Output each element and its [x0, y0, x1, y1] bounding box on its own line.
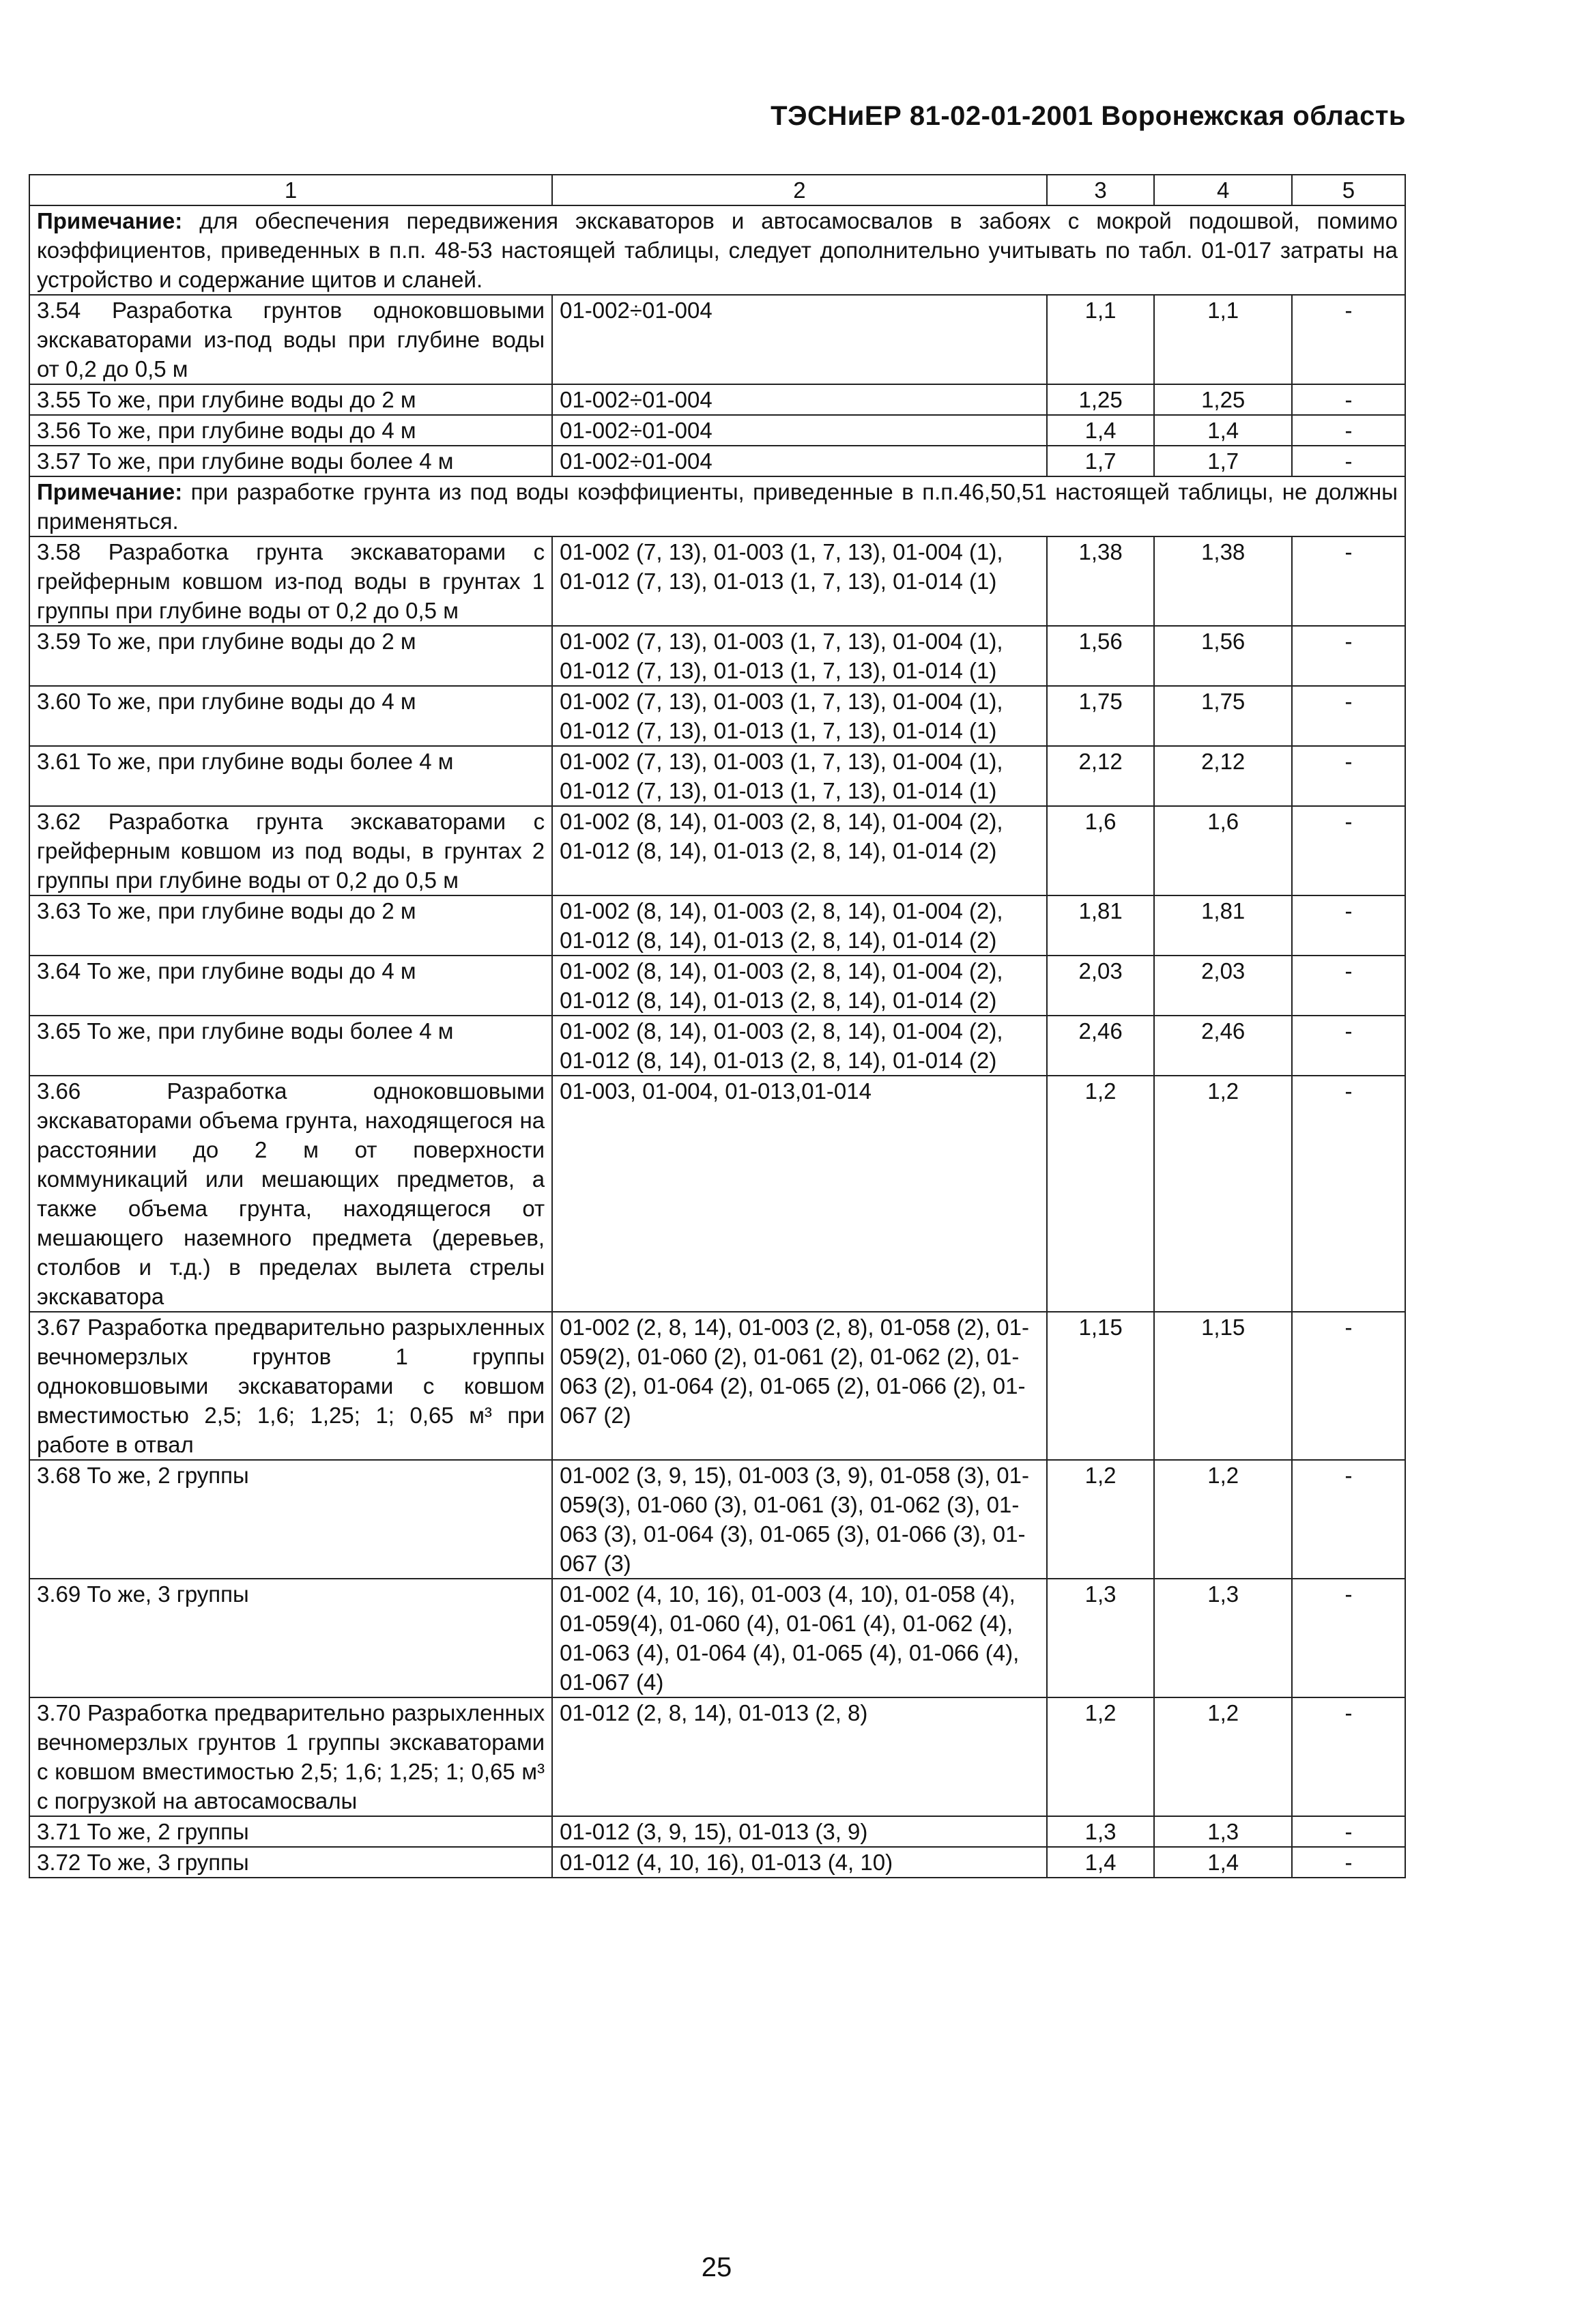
table-row: [29, 415, 1405, 446]
coefficient-col5: -: [1292, 806, 1405, 895]
table-codes: 01-002 (7, 13), 01-003 (1, 7, 13), 01-004 (1), 01-012 (7, 13), 01-013 (1, 7, 13), 01-014 (1): [552, 536, 1047, 626]
table-codes: 01-012 (3, 9, 15), 01-013 (3, 9): [552, 1816, 1047, 1847]
coefficient-col3: 1,4: [1047, 1847, 1155, 1878]
table-row: [29, 295, 1405, 384]
table-codes: 01-002 (7, 13), 01-003 (1, 7, 13), 01-004 (1), 01-012 (7, 13), 01-013 (1, 7, 13), 01-014 (1): [552, 626, 1047, 686]
item-description: 3.64 То же, при глубине воды до 4 м: [29, 956, 552, 1016]
coefficient-col5: -: [1292, 1312, 1405, 1460]
note-text: для обеспечения передвижения экскаваторов и автосамосвалов в забоях с мокрой подошвой, помимо коэффициентов, приведенных в п.п. 48-53 настоящей таблицы, следует дополнительно учитывать по табл. 01-017 затраты на устройство и содержание щитов и сланей.: [37, 208, 1398, 292]
table-codes: 01-002 (3, 9, 15), 01-003 (3, 9), 01-058 (3), 01-059(3), 01-060 (3), 01-061 (3), 01-062 (3), 01-063 (3), 01-064 (3), 01-065 (3), 01-066 (3), 01-067 (3): [552, 1460, 1047, 1579]
table-row: [29, 1579, 1405, 1697]
item-description: 3.66 Разработка одноковшовыми экскаваторами объема грунта, находящегося на расстоянии до 2 м от поверхности коммуникаций или мешающих предметов, а также объема грунта, находящегося от мешающего наземного предмета (деревьев, столбов и т.д.) в пределах вылета стрелы экскаватора: [29, 1076, 552, 1312]
coefficient-col5: -: [1292, 1579, 1405, 1697]
coefficient-col5: -: [1292, 295, 1405, 384]
coefficient-col4: 1,2: [1154, 1076, 1291, 1312]
coefficient-col4: 1,2: [1154, 1460, 1291, 1579]
item-description: 3.61 То же, при глубине воды более 4 м: [29, 746, 552, 806]
coefficient-col5: -: [1292, 686, 1405, 746]
coefficient-col4: 2,46: [1154, 1016, 1291, 1076]
coefficient-col4: 1,6: [1154, 806, 1291, 895]
coefficient-col4: 1,7: [1154, 446, 1291, 476]
coefficient-col3: 1,56: [1047, 626, 1155, 686]
item-description: 3.72 То же, 3 группы: [29, 1847, 552, 1878]
table-row: [29, 806, 1405, 895]
column-number: 1: [29, 175, 552, 205]
coefficient-col3: 1,6: [1047, 806, 1155, 895]
coefficient-col5: -: [1292, 1460, 1405, 1579]
table-codes: 01-002÷01-004: [552, 415, 1047, 446]
coefficient-col4: 1,3: [1154, 1816, 1291, 1847]
coefficient-col4: 1,1: [1154, 295, 1291, 384]
coefficient-col5: -: [1292, 536, 1405, 626]
item-description: 3.60 То же, при глубине воды до 4 м: [29, 686, 552, 746]
coefficient-col4: 1,4: [1154, 415, 1291, 446]
coefficient-col4: 1,25: [1154, 384, 1291, 415]
column-number-row: [29, 175, 1405, 205]
table-row: [29, 956, 1405, 1016]
coefficient-col3: 1,2: [1047, 1460, 1155, 1579]
coefficient-col3: 1,3: [1047, 1816, 1155, 1847]
table-codes: 01-002 (8, 14), 01-003 (2, 8, 14), 01-004 (2), 01-012 (8, 14), 01-013 (2, 8, 14), 01-014 (2): [552, 1016, 1047, 1076]
column-number: 5: [1292, 175, 1405, 205]
note-row: [29, 476, 1405, 536]
coefficient-col3: 2,12: [1047, 746, 1155, 806]
coefficient-col3: 1,75: [1047, 686, 1155, 746]
coefficient-col3: 1,1: [1047, 295, 1155, 384]
coefficient-col5: -: [1292, 1076, 1405, 1312]
item-description: 3.67 Разработка предварительно разрыхленных вечномерзлых грунтов 1 группы одноковшовыми экскаваторами с ковшом вместимостью 2,5; 1,6; 1,25; 1; 0,65 м³ при работе в отвал: [29, 1312, 552, 1460]
table-row: [29, 1460, 1405, 1579]
coefficient-col4: 1,3: [1154, 1579, 1291, 1697]
note-row: [29, 205, 1405, 295]
coefficient-col3: 1,7: [1047, 446, 1155, 476]
coefficient-col4: 1,75: [1154, 686, 1291, 746]
column-number: 4: [1154, 175, 1291, 205]
table-row: [29, 1076, 1405, 1312]
coefficient-col3: 1,3: [1047, 1579, 1155, 1697]
coefficient-col3: 1,2: [1047, 1697, 1155, 1816]
coefficient-col5: -: [1292, 746, 1405, 806]
item-description: 3.65 То же, при глубине воды более 4 м: [29, 1016, 552, 1076]
item-description: 3.58 Разработка грунта экскаваторами с грейферным ковшом из-под воды в грунтах 1 группы при глубине воды от 0,2 до 0,5 м: [29, 536, 552, 626]
table-codes: 01-002 (8, 14), 01-003 (2, 8, 14), 01-004 (2), 01-012 (8, 14), 01-013 (2, 8, 14), 01-014 (2): [552, 956, 1047, 1016]
item-description: 3.59 То же, при глубине воды до 2 м: [29, 626, 552, 686]
item-description: 3.63 То же, при глубине воды до 2 м: [29, 895, 552, 956]
coefficient-col3: 1,15: [1047, 1312, 1155, 1460]
table-codes: 01-002 (8, 14), 01-003 (2, 8, 14), 01-004 (2), 01-012 (8, 14), 01-013 (2, 8, 14), 01-014 (2): [552, 806, 1047, 895]
table-row: [29, 384, 1405, 415]
table-codes: 01-002 (8, 14), 01-003 (2, 8, 14), 01-004 (2), 01-012 (8, 14), 01-013 (2, 8, 14), 01-014 (2): [552, 895, 1047, 956]
table-codes: 01-002 (7, 13), 01-003 (1, 7, 13), 01-004 (1), 01-012 (7, 13), 01-013 (1, 7, 13), 01-014 (1): [552, 746, 1047, 806]
coefficient-col4: 1,81: [1154, 895, 1291, 956]
item-description: 3.54 Разработка грунтов одноковшовыми экскаваторами из-под воды при глубине воды от 0,2 до 0,5 м: [29, 295, 552, 384]
table-codes: 01-002 (4, 10, 16), 01-003 (4, 10), 01-058 (4), 01-059(4), 01-060 (4), 01-061 (4), 01-062 (4), 01-063 (4), 01-064 (4), 01-065 (4), 01-066 (4), 01-067 (4): [552, 1579, 1047, 1697]
item-description: 3.56 То же, при глубине воды до 4 м: [29, 415, 552, 446]
table-row: [29, 1312, 1405, 1460]
table-row: [29, 1016, 1405, 1076]
coefficient-col3: 1,2: [1047, 1076, 1155, 1312]
coefficient-col4: 2,03: [1154, 956, 1291, 1016]
table-row: [29, 895, 1405, 956]
coefficient-col5: -: [1292, 1697, 1405, 1816]
table-codes: 01-002 (7, 13), 01-003 (1, 7, 13), 01-004 (1), 01-012 (7, 13), 01-013 (1, 7, 13), 01-014 (1): [552, 686, 1047, 746]
coefficient-col3: 1,81: [1047, 895, 1155, 956]
coefficient-col4: 1,38: [1154, 536, 1291, 626]
table-row: [29, 1847, 1405, 1878]
table-codes: 01-002÷01-004: [552, 295, 1047, 384]
coefficient-col5: -: [1292, 384, 1405, 415]
coefficient-col3: 2,03: [1047, 956, 1155, 1016]
document-header: ТЭСНиЕР 81-02-01-2001 Воронежская область: [771, 101, 1406, 131]
table-codes: 01-003, 01-004, 01-013,01-014: [552, 1076, 1047, 1312]
page-number: 25: [701, 2252, 732, 2282]
coefficient-col4: 2,12: [1154, 746, 1291, 806]
item-description: 3.57 То же, при глубине воды более 4 м: [29, 446, 552, 476]
coefficient-col5: -: [1292, 1847, 1405, 1878]
coefficient-col3: 2,46: [1047, 1016, 1155, 1076]
item-description: 3.62 Разработка грунта экскаваторами с грейферным ковшом из под воды, в грунтах 2 группы при глубине воды от 0,2 до 0,5 м: [29, 806, 552, 895]
coefficient-col5: -: [1292, 956, 1405, 1016]
table-codes: 01-002÷01-004: [552, 384, 1047, 415]
coefficient-col3: 1,38: [1047, 536, 1155, 626]
coefficient-col4: 1,15: [1154, 1312, 1291, 1460]
coefficient-col5: -: [1292, 415, 1405, 446]
note-label: Примечание:: [37, 208, 183, 233]
table-row: [29, 746, 1405, 806]
table-codes: 01-012 (4, 10, 16), 01-013 (4, 10): [552, 1847, 1047, 1878]
table-row: [29, 1816, 1405, 1847]
table-codes: 01-002 (2, 8, 14), 01-003 (2, 8), 01-058 (2), 01-059(2), 01-060 (2), 01-061 (2), 01-062 (2), 01-063 (2), 01-064 (2), 01-065 (2), 01-066 (2), 01-067 (2): [552, 1312, 1047, 1460]
coefficient-col5: -: [1292, 895, 1405, 956]
coefficient-col4: 1,2: [1154, 1697, 1291, 1816]
coefficient-col5: -: [1292, 1016, 1405, 1076]
note-label: Примечание:: [37, 479, 183, 504]
coefficient-col4: 1,56: [1154, 626, 1291, 686]
table-codes: 01-002÷01-004: [552, 446, 1047, 476]
item-description: 3.70 Разработка предварительно разрыхленных вечномерзлых грунтов 1 группы экскаваторами с ковшом вместимостью 2,5; 1,6; 1,25; 1; 0,65 м³ с погрузкой на автосамосвалы: [29, 1697, 552, 1816]
coefficient-col5: -: [1292, 1816, 1405, 1847]
coefficient-col5: -: [1292, 446, 1405, 476]
coefficient-col4: 1,4: [1154, 1847, 1291, 1878]
table-row: [29, 446, 1405, 476]
table-row: [29, 686, 1405, 746]
table-row: [29, 536, 1405, 626]
note-cell: [29, 476, 1405, 536]
coefficients-table: [29, 174, 1406, 1878]
item-description: 3.69 То же, 3 группы: [29, 1579, 552, 1697]
note-cell: [29, 205, 1405, 295]
table-row: [29, 626, 1405, 686]
coefficient-col5: -: [1292, 626, 1405, 686]
note-text: при разработке грунта из под воды коэффициенты, приведенные в п.п.46,50,51 настоящей таблицы, не должны применяться.: [37, 479, 1398, 534]
table-row: [29, 1697, 1405, 1816]
column-number: 2: [552, 175, 1047, 205]
coefficient-col3: 1,25: [1047, 384, 1155, 415]
column-number: 3: [1047, 175, 1155, 205]
coefficient-col3: 1,4: [1047, 415, 1155, 446]
item-description: 3.68 То же, 2 группы: [29, 1460, 552, 1579]
item-description: 3.71 То же, 2 группы: [29, 1816, 552, 1847]
table-codes: 01-012 (2, 8, 14), 01-013 (2, 8): [552, 1697, 1047, 1816]
item-description: 3.55 То же, при глубине воды до 2 м: [29, 384, 552, 415]
